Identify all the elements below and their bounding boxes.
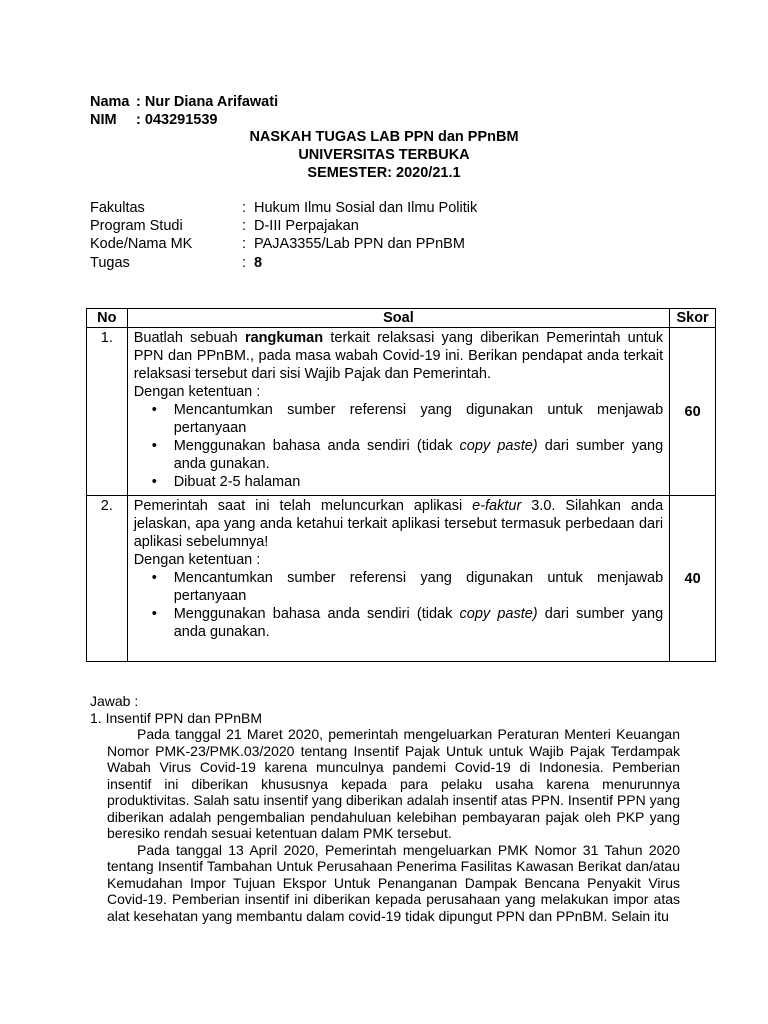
info-value: Hukum Ilmu Sosial dan Ilmu Politik <box>254 200 478 216</box>
info-program-studi: Program Studi : D-III Perpajakan <box>90 218 359 234</box>
table-header-row <box>87 309 716 328</box>
info-kode-mk: Kode/Nama MK : PAJA3355/Lab PPN dan PPnBM <box>90 236 465 252</box>
score-value: 60 <box>670 328 716 496</box>
score-value: 40 <box>670 496 716 662</box>
name-value: : Nur Diana Arifawati <box>136 94 279 110</box>
list-item: • Menggunakan bahasa anda sendiri (tidak copy paste) dari sumber yang anda gunakan. <box>174 437 663 473</box>
table-row <box>87 328 716 496</box>
answer-paragraph: Pada tanggal 21 Maret 2020, pemerintah mengeluarkan Peraturan Menteri Keuangan Nomor PMK-23/PMK.03/2020 tentang Insentif Pajak Untuk untuk Wajib Pajak Terdampak Wabah Virus Covid-19 karena munculnya pandemi Covid-19 di Indonesia. Pemberian insentif ini diberikan khususnya kepada para pelaku usaha karena menurunnya produktivitas. Salah satu insentif yang diberikan adalah insentif atas PPN. Insentif PPN yang diberikan adalah pengembalian pendahuluan kelebihan pembayaran pajak oleh PKP yang beresiko rendah sesuai ketentuan dalam PMK tersebut. <box>107 726 680 841</box>
doc-title-line1: NASKAH TUGAS LAB PPN dan PPnBM <box>249 129 519 145</box>
info-label: Fakultas <box>90 200 145 216</box>
col-soal-header: Soal <box>127 309 669 328</box>
answer-paragraph: Pada tanggal 13 April 2020, Pemerintah mengeluarkan PMK Nomor 31 Tahun 2020 tentang Insentif Tambahan Untuk Perusahaan Penerima Fasilitas Kawasan Berikat dan/atau Kemudahan Impor Tujuan Ekspor Untuk Penanganan Dampak Bencana Penyakit Virus Covid-19. Pemberian insentif ini diberikan kepada perusahaan yang melakukan impor atas alat kesehatan yang membantu dalam covid-19 tidak dipungut PPN dan PPnBM. Selain itu <box>107 841 680 924</box>
info-tugas: Tugas : 8 <box>90 255 263 271</box>
doc-title-line3: SEMESTER: 2020/21.1 <box>307 165 461 181</box>
question-cell <box>127 496 669 662</box>
question-text: Pemerintah saat ini telah meluncurkan aplikasi e-faktur 3.0. Silahkan anda jelaskan, apa yang anda ketahui terkait aplikasi tersebut termasuk perbedaan dari aplikasi sebelumnya! <box>133 498 664 550</box>
requirement-list <box>134 401 663 491</box>
list-item: • Mencantumkan sumber referensi yang digunakan untuk menjawab pertanyaan <box>174 569 663 605</box>
answer-section <box>90 693 680 924</box>
info-value: D-III Perpajakan <box>254 218 359 234</box>
list-item: • Dibuat 2-5 halaman <box>174 473 663 491</box>
info-label: Kode/Nama MK <box>90 236 193 252</box>
info-fakultas: Fakultas : Hukum Ilmu Sosial dan Ilmu Politik <box>90 200 478 216</box>
info-value: 8 <box>254 255 263 271</box>
list-item: • Menggunakan bahasa anda sendiri (tidak copy paste) dari sumber yang anda gunakan. <box>174 605 663 641</box>
list-item: • Mencantumkan sumber referensi yang digunakan untuk menjawab pertanyaan <box>174 401 663 437</box>
ketentuan-label: Dengan ketentuan : <box>133 384 261 400</box>
info-label: Program Studi <box>90 218 183 234</box>
col-skor-header: Skor <box>670 309 716 328</box>
nim-value: : 043291539 <box>136 112 218 128</box>
nim-label: NIM <box>90 112 117 128</box>
question-text: Buatlah sebuah rangkuman terkait relaksasi yang diberikan Pemerintah untuk PPN dan PPnBM., pada masa wabah Covid-19 ini. Berikan pendapat anda terkait relaksasi tersebut dari sisi Wajib Pajak dan Pemerintah. <box>133 330 664 382</box>
table-row <box>87 496 716 662</box>
info-label: Tugas <box>90 255 130 271</box>
answer-item-title: 1. Insentif PPN dan PPnBM <box>90 709 262 726</box>
name-label: Nama <box>90 94 130 110</box>
answer-heading: Jawab : <box>90 693 139 709</box>
doc-title-line2: UNIVERSITAS TERBUKA <box>298 147 470 163</box>
row-number: 1. <box>87 328 128 496</box>
question-cell <box>127 328 669 496</box>
row-number: 2. <box>87 496 128 662</box>
info-value: PAJA3355/Lab PPN dan PPnBM <box>254 236 465 252</box>
question-table <box>86 308 716 662</box>
col-no-header: No <box>87 309 128 328</box>
requirement-list <box>134 569 663 641</box>
student-name <box>90 93 278 112</box>
ketentuan-label: Dengan ketentuan : <box>133 552 261 568</box>
